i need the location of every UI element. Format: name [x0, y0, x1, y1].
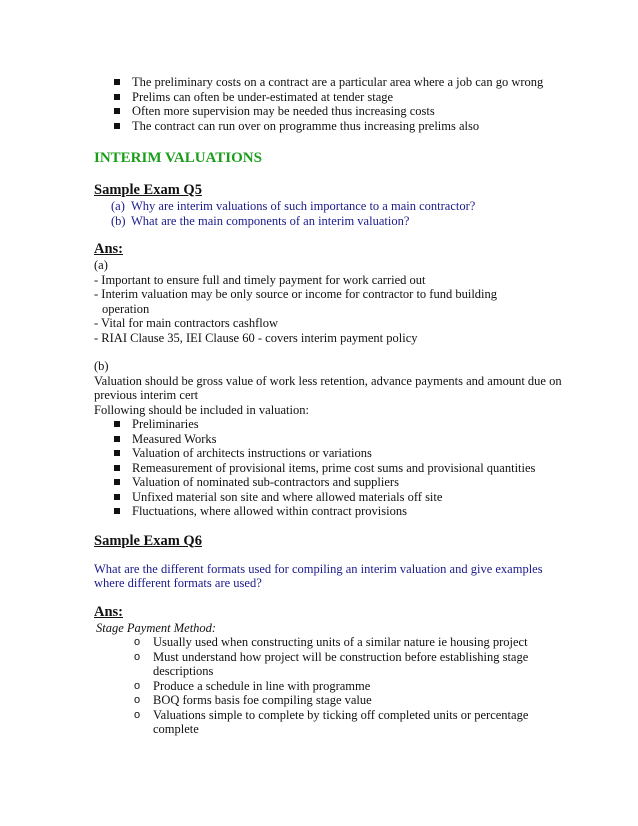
q5-answer-heading: Ans: [94, 241, 124, 257]
q6-question: What are the different formats used for compiling an interim valuation and give examples where different formats are used? [94, 561, 543, 590]
q5-heading: Sample Exam Q5 [94, 182, 202, 198]
list-item: Often more supervision may be needed thus increasing costs [94, 104, 564, 119]
list-item: Remeasurement of provisional items, prime cost sums and provisional quantities [94, 461, 564, 476]
list-item: o Usually used when constructing units of a similar nature ie housing project [94, 635, 564, 650]
part-a-label: (a) [94, 258, 108, 272]
answer-line: - Interim valuation may be only source or income for contractor to fund building [94, 287, 498, 301]
list-item: The contract can run over on programme thus increasing prelims also [94, 119, 564, 134]
list-item: The preliminary costs on a contract are a particular area where a job can go wrong [94, 75, 564, 90]
list-item: o BOQ forms basis foe compiling stage value [94, 693, 564, 708]
question-label: (a) [111, 199, 125, 213]
answer-line: operation [102, 301, 150, 316]
q6-answer-heading: Ans: [94, 603, 124, 620]
question-label: (b) [111, 213, 126, 228]
answer-line: - Vital for main contractors cashflow [94, 316, 279, 330]
prelims-bullet-list [94, 75, 564, 133]
list-item [111, 199, 564, 214]
list-item: Preliminaries [94, 417, 564, 432]
list-item: Valuation of nominated sub-contractors and suppliers [94, 475, 564, 490]
stage-payment-list [94, 635, 564, 737]
list-item: o Valuations simple to complete by ticking off completed units or percentage complete [94, 708, 564, 737]
list-item [111, 214, 564, 229]
list-item: o Produce a schedule in line with programme [94, 679, 564, 694]
list-item: Measured Works [94, 432, 564, 447]
q6-heading: Sample Exam Q6 [94, 532, 202, 549]
answer-paragraph: Following should be included in valuation: [94, 402, 309, 417]
question-text: Why are interim valuations of such importance to a main contractor? [131, 199, 476, 213]
list-item: Prelims can often be under-estimated at tender stage [94, 90, 564, 105]
answer-paragraph: Valuation should be gross value of work less retention, advance payments and amount due on previous interim cert [94, 373, 562, 402]
valuation-components-list [94, 417, 564, 519]
list-item: Unfixed material son site and where allowed materials off site [94, 490, 564, 505]
page-content [94, 75, 564, 737]
q5-question-list [94, 199, 564, 228]
question-text: What are the main components of an interim valuation? [131, 213, 410, 228]
part-b-label: (b) [94, 359, 109, 373]
section-title: INTERIM VALUATIONS [94, 150, 262, 166]
answer-line: - Important to ensure full and timely payment for work carried out [94, 272, 426, 287]
list-item: Valuation of architects instructions or variations [94, 446, 564, 461]
list-item: o Must understand how project will be construction before establishing stage descriptions [94, 650, 564, 679]
method-title: Stage Payment Method: [96, 620, 217, 635]
answer-line: - RIAI Clause 35, IEI Clause 60 - covers interim payment policy [94, 330, 418, 345]
list-item: Fluctuations, where allowed within contract provisions [94, 504, 564, 519]
